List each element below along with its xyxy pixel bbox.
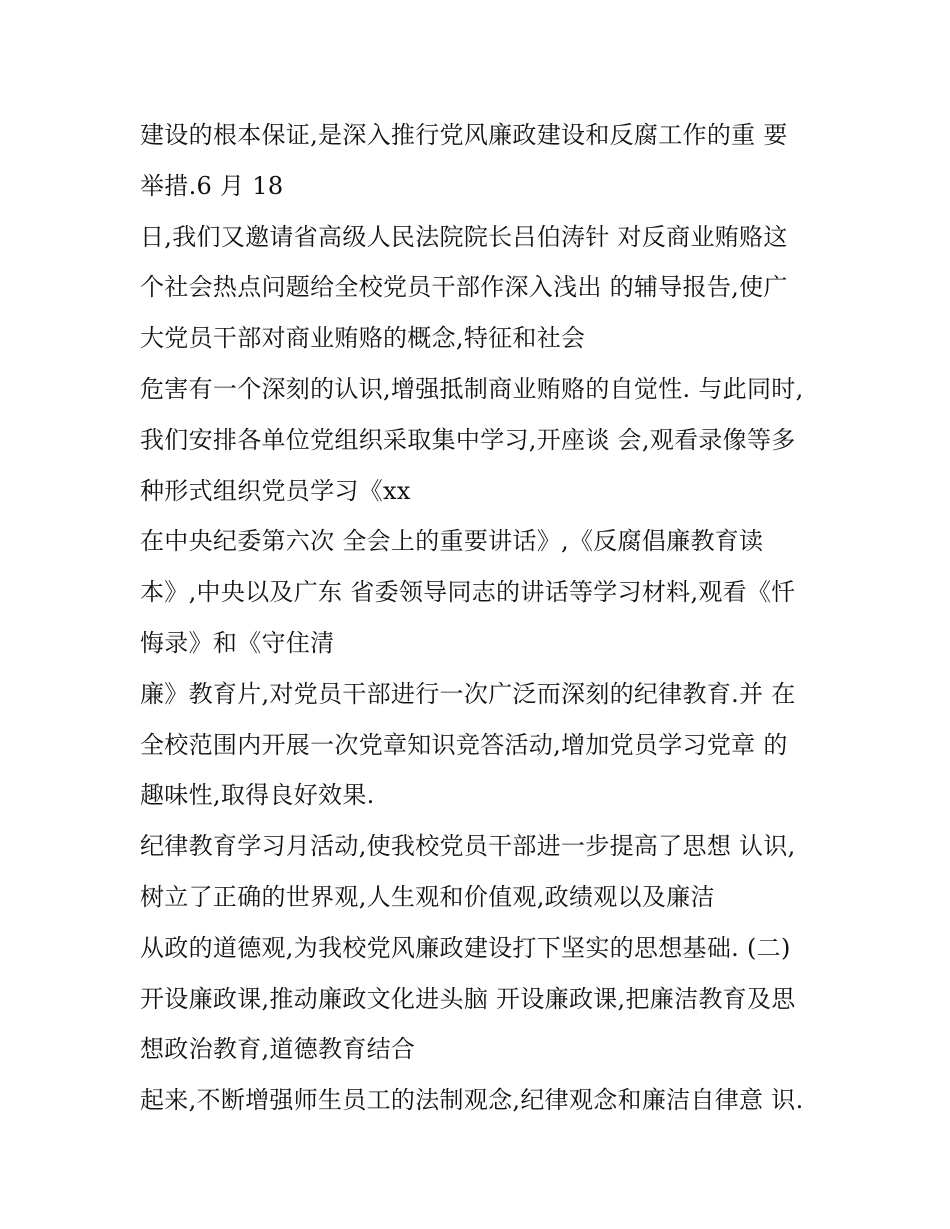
text-line: 纪律教育学习月活动,使我校党员干部进一步提高了思想 认识, (140, 832, 796, 861)
text-line: 想政治教育,道德教育结合 (140, 1035, 416, 1064)
body-text (140, 110, 820, 1126)
text-line: 建设的根本保证,是深入推行党风廉政建设和反腐工作的重 要 (140, 121, 788, 149)
text-line: 全校范围内开展一次党章知识竞答活动,增加党员学习党章 的 (140, 730, 788, 759)
text-line: 悔录》和《守住清 (140, 628, 335, 657)
text-line: 举措.6 月 18 (140, 171, 284, 200)
text-line: 种形式组织党员学习《xx (140, 476, 411, 505)
text-line: 起来,不断增强师生员工的法制观念,纪律观念和廉洁自律意 识. (140, 1086, 804, 1115)
text-line: 开设廉政课,推动廉政文化进头脑 开设廉政课,把廉洁教育及思 (140, 984, 796, 1013)
text-line: 大党员干部对商业贿赂的概念,特征和社会 (140, 324, 586, 353)
text-line: 趣味性,取得良好效果. (140, 781, 375, 810)
text-line: 日,我们又邀请省高级人民法院院长吕伯涛针 对反商业贿赂这 (140, 222, 788, 251)
text-line: 从政的道德观,为我校党风廉政建设打下坚实的思想基础. (二) (140, 933, 791, 962)
text-line: 个社会热点问题给全校党员干部作深入浅出 的辅导报告,使广 (140, 273, 788, 302)
text-line: 本》,中央以及广东 省委领导同志的讲话等学习材料,观看《忏 (140, 578, 796, 607)
text-line: 廉》教育片,对党员干部进行一次广泛而深刻的纪律教育.并 在 (140, 679, 796, 708)
text-line: 危害有一个深刻的认识,增强抵制商业贿赂的自觉性. 与此同时, (140, 374, 804, 403)
text-line: 我们安排各单位党组织采取集中学习,开座谈 会,观看录像等多 (140, 425, 796, 454)
text-line: 在中央纪委第六次 全会上的重要讲话》,《反腐倡廉教育读 (140, 527, 764, 556)
text-line: 树立了正确的世界观,人生观和价值观,政绩观以及廉洁 (140, 882, 715, 911)
